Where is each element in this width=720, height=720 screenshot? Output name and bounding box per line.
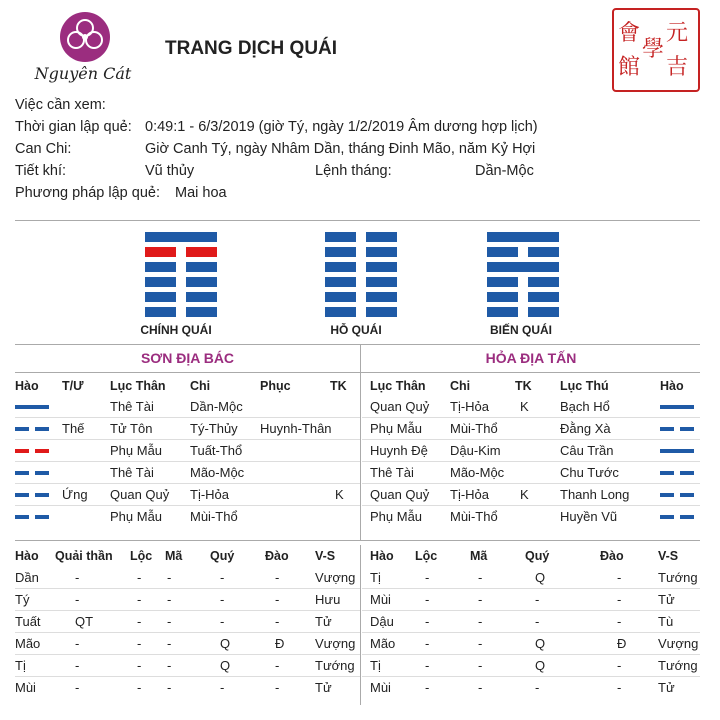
- yin-line-right: [186, 292, 217, 302]
- bottom-left-cell: -: [137, 570, 142, 585]
- row-luc-than: Tử Tôn: [110, 421, 153, 436]
- bottom-right-cell: -: [478, 636, 483, 651]
- bottom-right-cell: -: [617, 680, 622, 695]
- bottom-left-cell: -: [220, 570, 225, 585]
- bottom-left-cell: -: [75, 592, 80, 607]
- th-dao: Đào: [600, 549, 624, 563]
- bottom-left-cell: -: [275, 614, 280, 629]
- thoi-gian-value: 0:49:1 - 6/3/2019 (giờ Tý, ngày 1/2/2019 Âm dương hợp lịch): [145, 119, 538, 135]
- bottom-left-cell: Vượng: [315, 636, 356, 651]
- bottom-right-cell: Đ: [617, 636, 627, 651]
- bottom-right-cell: Q: [535, 658, 546, 673]
- bottom-right-cell: -: [425, 636, 430, 651]
- th-tk: TK: [330, 379, 347, 393]
- yin-line-right: [186, 277, 217, 287]
- th-ma: Mã: [470, 549, 488, 563]
- yin-line-left: [325, 232, 356, 242]
- row-chi: Tị-Hỏa: [450, 399, 490, 414]
- th-quai-than: Quải thần: [55, 549, 113, 563]
- row-divider: [15, 588, 360, 589]
- bottom-left-cell: -: [137, 636, 142, 651]
- bottom-right-cell: Mùi: [370, 592, 391, 607]
- bottom-left-cell: Tý: [15, 592, 30, 607]
- bottom-left-cell: Tử: [315, 680, 332, 695]
- bottom-right-cell: -: [425, 658, 430, 673]
- yin-line-left: [487, 277, 518, 287]
- th-chi: Chi: [450, 379, 471, 393]
- yin-line-right: [186, 307, 217, 317]
- bottom-left-cell: Tị: [15, 658, 26, 673]
- bottom-left-cell: -: [220, 680, 225, 695]
- row-luc-than: Thê Tài: [110, 465, 154, 480]
- row-chi: Dần-Mộc: [190, 399, 243, 414]
- divider: [15, 220, 700, 221]
- bottom-left-cell: Tuất: [15, 614, 41, 629]
- chinh-quai-label: CHÍNH QUÁI: [140, 323, 212, 337]
- th-hao: Hào: [660, 379, 684, 393]
- row-the-ung: Ứng: [62, 487, 88, 502]
- lenh-thang-value: Dần-Mộc: [475, 163, 534, 179]
- bottom-left-cell: -: [275, 592, 280, 607]
- yang-line: [487, 232, 559, 242]
- bottom-right-cell: -: [617, 658, 622, 673]
- th-ma: Mã: [165, 549, 183, 563]
- yin-line-right: [528, 292, 559, 302]
- row-chi: Mùi-Thổ: [450, 509, 498, 524]
- bottom-left-cell: -: [167, 570, 172, 585]
- row-luc-thu: Bạch Hổ: [560, 399, 610, 414]
- th-luc-than: Lục Thân: [370, 379, 426, 393]
- th-hao: Hào: [15, 379, 39, 393]
- yin-line-right: [366, 262, 397, 272]
- bottom-right-cell: -: [478, 570, 483, 585]
- bottom-right-cell: Dậu: [370, 614, 394, 629]
- row-divider: [15, 417, 360, 418]
- yin-line-icon: [15, 471, 29, 475]
- row-luc-than: Phụ Mẫu: [370, 509, 423, 524]
- yang-line-icon: [660, 405, 694, 409]
- bottom-left-cell: Hưu: [315, 592, 341, 607]
- bottom-left-cell: -: [167, 658, 172, 673]
- yin-line-icon: [660, 515, 674, 519]
- row-divider: [15, 461, 360, 462]
- yin-line-left: [325, 247, 356, 257]
- row-luc-than: Phụ Mẫu: [370, 421, 423, 436]
- row-the-ung: Thế: [62, 421, 85, 436]
- yin-line-right: [366, 232, 397, 242]
- row-tk: K: [520, 399, 529, 414]
- row-divider: [15, 632, 360, 633]
- bottom-left-cell: -: [167, 636, 172, 651]
- bottom-left-cell: -: [75, 636, 80, 651]
- row-chi: Tị-Hỏa: [450, 487, 490, 502]
- yin-line-left: [487, 307, 518, 317]
- bottom-right-cell: -: [617, 614, 622, 629]
- row-chi: Mùi-Thổ: [190, 509, 238, 524]
- flower-logo-icon: [60, 12, 110, 62]
- row-tk: K: [520, 487, 529, 502]
- bottom-left-cell: Tử: [315, 614, 332, 629]
- yin-line-icon: [35, 449, 49, 453]
- bottom-left-cell: -: [275, 570, 280, 585]
- yin-line-right: [528, 307, 559, 317]
- th-luc-than: Lục Thân: [110, 379, 166, 393]
- bottom-left-cell: -: [75, 570, 80, 585]
- bottom-left-cell: Mùi: [15, 680, 36, 695]
- bottom-right-cell: Tử: [658, 592, 675, 607]
- yin-line-left: [145, 292, 176, 302]
- yin-line-icon: [15, 427, 29, 431]
- row-chi: Tuất-Thổ: [190, 443, 243, 458]
- divider: [15, 540, 700, 541]
- bottom-left-cell: Dần: [15, 570, 39, 585]
- tiet-khi-label: Tiết khí:: [15, 163, 67, 179]
- divider: [15, 372, 700, 373]
- yin-line-icon: [680, 515, 694, 519]
- bottom-left-cell: Đ: [275, 636, 285, 651]
- bottom-right-cell: -: [478, 658, 483, 673]
- row-divider: [362, 610, 700, 611]
- bottom-right-cell: -: [535, 614, 540, 629]
- seal-char: 吉: [666, 55, 689, 80]
- th-dao: Đào: [265, 549, 289, 563]
- can-chi-label: Can Chi:: [15, 141, 72, 157]
- bottom-right-cell: -: [425, 614, 430, 629]
- yin-line-right: [186, 247, 217, 257]
- row-divider: [362, 417, 700, 418]
- bottom-left-cell: Tướng: [315, 658, 355, 673]
- row-divider: [15, 610, 360, 611]
- th-tu: T/Ư: [62, 379, 84, 393]
- th-loc: Lộc: [130, 549, 153, 563]
- yin-line-icon: [660, 493, 674, 497]
- th-hao: Hào: [15, 549, 39, 563]
- yin-line-icon: [680, 427, 694, 431]
- bottom-left-cell: -: [167, 592, 172, 607]
- bottom-left-cell: -: [137, 680, 142, 695]
- bottom-left-cell: -: [167, 614, 172, 629]
- bottom-right-cell: -: [478, 680, 483, 695]
- yin-line-icon: [35, 427, 49, 431]
- row-luc-thu: Câu Trần: [560, 443, 614, 458]
- column-divider: [360, 545, 361, 705]
- row-luc-thu: Thanh Long: [560, 487, 630, 502]
- bottom-left-cell: -: [275, 680, 280, 695]
- row-luc-than: Quan Quỷ: [110, 487, 170, 502]
- yin-line-icon: [15, 493, 29, 497]
- row-divider: [15, 676, 360, 677]
- yin-line-icon: [660, 471, 674, 475]
- yin-line-left: [325, 262, 356, 272]
- left-hexagram-name: SƠN ĐỊA BÁC: [140, 350, 235, 366]
- yin-line-right: [528, 247, 559, 257]
- yin-line-icon: [680, 471, 694, 475]
- row-luc-than: Phụ Mẫu: [110, 509, 163, 524]
- bottom-left-cell: -: [137, 658, 142, 673]
- th-vs: V-S: [315, 549, 336, 563]
- row-luc-thu: Huyền Vũ: [560, 509, 618, 524]
- row-chi: Mão-Mộc: [450, 465, 505, 480]
- row-chi: Mão-Mộc: [190, 465, 245, 480]
- row-luc-than: Thê Tài: [370, 465, 414, 480]
- yin-line-icon: [680, 493, 694, 497]
- row-divider: [15, 505, 360, 506]
- yin-line-right: [366, 307, 397, 317]
- seal-char: 會: [618, 21, 641, 46]
- yin-line-left: [145, 262, 176, 272]
- bottom-right-cell: Mùi: [370, 680, 391, 695]
- th-phuc: Phục: [260, 379, 291, 393]
- right-hexagram-name: HỎA ĐỊA TẤN: [485, 350, 577, 366]
- nguyen-cat-logo: [28, 8, 138, 88]
- bottom-right-cell: Vượng: [658, 636, 699, 651]
- bottom-left-cell: -: [137, 614, 142, 629]
- row-divider: [362, 439, 700, 440]
- th-quy: Quý: [525, 549, 550, 563]
- row-luc-than: Quan Quỷ: [370, 487, 430, 502]
- row-chi: Mùi-Thổ: [450, 421, 498, 436]
- row-luc-thu: Đằng Xà: [560, 421, 611, 436]
- row-luc-than: Huynh Đệ: [370, 443, 428, 458]
- yin-line-right: [366, 292, 397, 302]
- th-loc: Lộc: [415, 549, 438, 563]
- row-luc-than: Quan Quỷ: [370, 399, 430, 414]
- row-luc-than: Phụ Mẫu: [110, 443, 163, 458]
- bottom-right-cell: -: [478, 614, 483, 629]
- red-seal-stamp: [612, 8, 700, 92]
- bien-quai-label: BIẾN QUÁI: [489, 323, 552, 337]
- bottom-left-cell: -: [167, 680, 172, 695]
- yin-line-right: [528, 277, 559, 287]
- yang-line-icon: [15, 405, 49, 409]
- row-divider: [362, 505, 700, 506]
- bottom-left-cell: QT: [75, 614, 94, 629]
- th-tk: TK: [515, 379, 532, 393]
- yin-line-left: [145, 247, 176, 257]
- yin-line-left: [487, 247, 518, 257]
- bottom-left-cell: -: [137, 592, 142, 607]
- bottom-left-cell: -: [275, 658, 280, 673]
- yang-line: [145, 232, 217, 242]
- column-divider: [360, 344, 361, 540]
- bottom-right-cell: -: [425, 680, 430, 695]
- bottom-right-cell: -: [425, 570, 430, 585]
- row-chi: Tý-Thủy: [190, 421, 238, 436]
- row-divider: [362, 461, 700, 462]
- bottom-right-cell: Tướng: [658, 570, 698, 585]
- row-phuc: Huynh-Thân: [260, 421, 332, 436]
- yin-line-right: [186, 262, 217, 272]
- seal-char: 館: [618, 55, 641, 80]
- phuong-phap-value: Mai hoa: [175, 185, 227, 201]
- yin-line-icon: [35, 493, 49, 497]
- row-divider: [15, 483, 360, 484]
- bien-quai-hexagram: [487, 232, 559, 316]
- bottom-right-cell: Q: [535, 636, 546, 651]
- seal-char: 學: [642, 37, 665, 62]
- yin-line-icon: [35, 471, 49, 475]
- bottom-right-cell: -: [617, 592, 622, 607]
- yin-line-left: [145, 307, 176, 317]
- row-chi: Tị-Hỏa: [190, 487, 230, 502]
- yin-line-icon: [660, 427, 674, 431]
- bottom-right-cell: Tị: [370, 658, 381, 673]
- bottom-left-cell: Vượng: [315, 570, 356, 585]
- yang-line-icon: [660, 449, 694, 453]
- row-divider: [15, 654, 360, 655]
- row-divider: [362, 483, 700, 484]
- divider: [15, 344, 700, 345]
- tiet-khi-value: Vũ thủy: [145, 163, 195, 179]
- logo-text: Nguyên Cát: [34, 64, 132, 83]
- yin-line-icon: [35, 515, 49, 519]
- bottom-right-cell: -: [535, 592, 540, 607]
- bottom-left-cell: -: [220, 592, 225, 607]
- ho-quai-label: HỖ QUÁI: [330, 323, 382, 337]
- row-luc-thu: Chu Tước: [560, 465, 619, 480]
- yin-line-right: [366, 277, 397, 287]
- bottom-right-cell: Tử: [658, 680, 675, 695]
- bottom-right-cell: Mão: [370, 636, 396, 651]
- bottom-left-cell: -: [75, 680, 80, 695]
- th-hao: Hào: [370, 549, 394, 563]
- row-divider: [362, 632, 700, 633]
- bottom-right-cell: -: [478, 592, 483, 607]
- bottom-right-cell: Tị: [370, 570, 381, 585]
- bottom-right-cell: -: [535, 680, 540, 695]
- yin-line-left: [325, 292, 356, 302]
- yin-line-left: [145, 277, 176, 287]
- seal-char: 元: [666, 21, 689, 46]
- yin-line-left: [325, 277, 356, 287]
- row-divider: [362, 654, 700, 655]
- viec-can-xem-label: Việc cần xem:: [15, 97, 106, 113]
- thoi-gian-label: Thời gian lập quẻ:: [15, 119, 132, 135]
- bottom-left-cell: -: [75, 658, 80, 673]
- th-chi: Chi: [190, 379, 211, 393]
- bottom-left-cell: Q: [220, 636, 231, 651]
- th-luc-thu: Lục Thú: [560, 379, 609, 393]
- yang-line: [487, 262, 559, 272]
- bottom-right-cell: Tù: [658, 614, 674, 629]
- row-divider: [362, 676, 700, 677]
- row-divider: [362, 588, 700, 589]
- ho-quai-hexagram: [325, 232, 397, 316]
- yin-line-left: [487, 292, 518, 302]
- row-tk: K: [335, 487, 344, 502]
- bottom-right-cell: -: [425, 592, 430, 607]
- page-title: TRANG DỊCH QUÁI: [165, 38, 338, 59]
- can-chi-value: Giờ Canh Tý, ngày Nhâm Dần, tháng Đinh Mão, năm Kỷ Hợi: [145, 141, 536, 157]
- yin-line-right: [366, 247, 397, 257]
- yin-line-icon: [15, 515, 29, 519]
- bottom-right-cell: Q: [535, 570, 546, 585]
- bottom-left-cell: Q: [220, 658, 231, 673]
- chinh-quai-hexagram: [145, 232, 217, 316]
- row-chi: Dậu-Kim: [450, 443, 501, 458]
- th-vs: V-S: [658, 549, 679, 563]
- row-divider: [15, 439, 360, 440]
- bottom-left-cell: Mão: [15, 636, 41, 651]
- lenh-thang-label: Lệnh tháng:: [315, 163, 392, 179]
- row-luc-than: Thê Tài: [110, 399, 154, 414]
- phuong-phap-label: Phương pháp lập quẻ:: [15, 185, 160, 201]
- bottom-left-cell: -: [220, 614, 225, 629]
- bottom-right-cell: -: [617, 570, 622, 585]
- th-quy: Quý: [210, 549, 235, 563]
- yin-line-left: [325, 307, 356, 317]
- yin-line-icon: [15, 449, 29, 453]
- bottom-right-cell: Tướng: [658, 658, 698, 673]
